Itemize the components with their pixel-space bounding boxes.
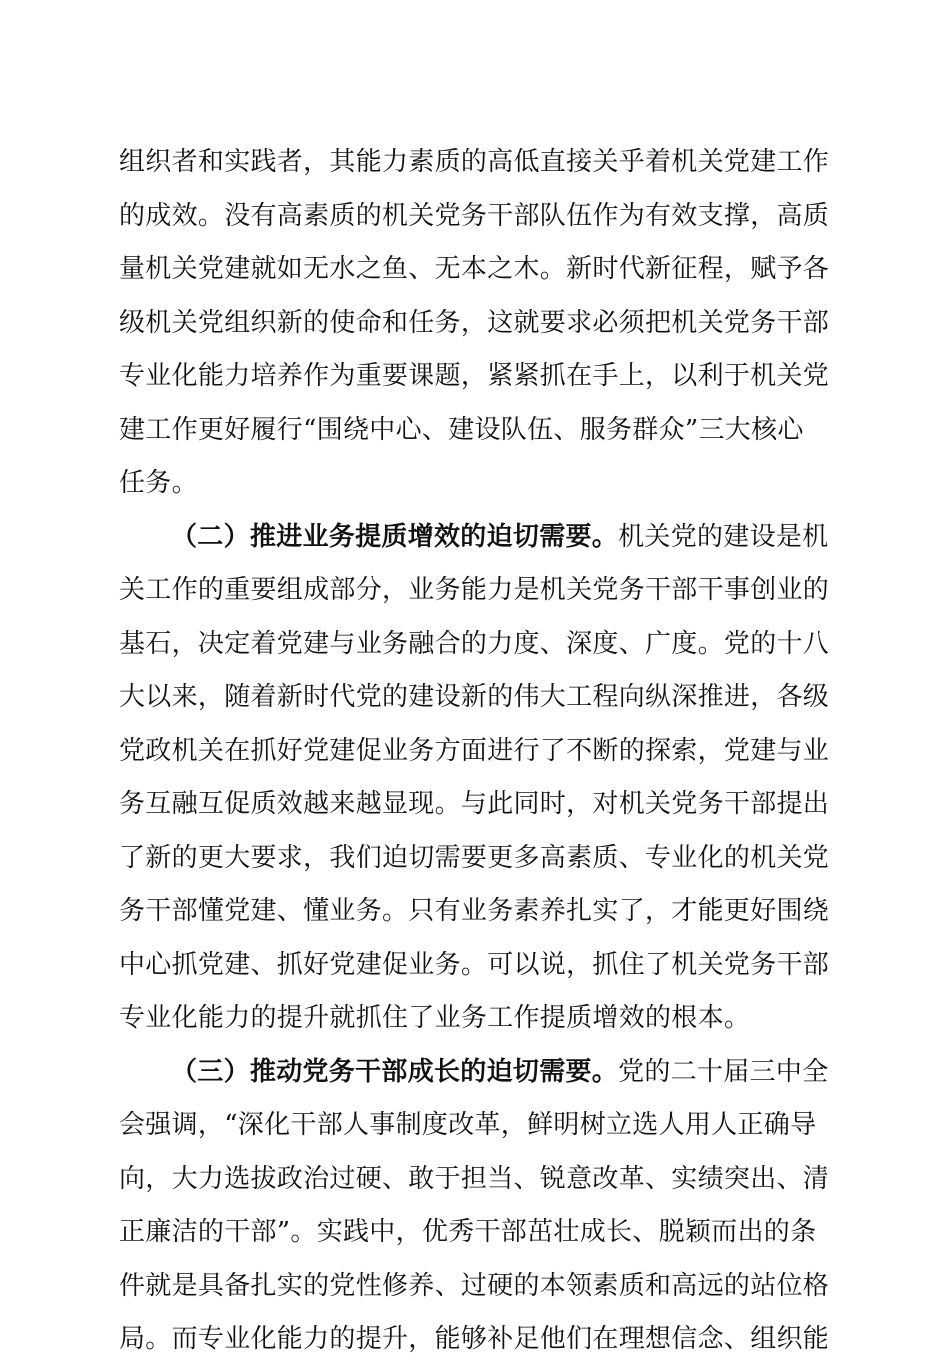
paragraph-line: 务干部懂党建、懂业务。只有业务素养扎实了，才能更好围绕 bbox=[119, 896, 830, 926]
paragraph-line: 正廉洁的干部”。实践中，优秀干部茁壮成长、脱颖而出的条 bbox=[119, 1217, 817, 1247]
paragraph-line: 向，大力选拔政治过硬、敢于担当、锐意改革、实绩突出、清 bbox=[119, 1163, 830, 1194]
paragraph-first-line bbox=[119, 511, 831, 565]
paragraph-line: 专业化能力的提升就抓住了业务工作提质增效的根本。 bbox=[119, 1003, 751, 1033]
paragraph-first-line bbox=[119, 1046, 831, 1100]
paragraph-line: 务互融互促质效越来越显现。与此同时，对机关党务干部提出 bbox=[119, 789, 830, 819]
paragraph-line: 件就是具备扎实的党性修养、过硬的本领素质和高远的站位格 bbox=[119, 1270, 830, 1301]
paragraph-first-line-text: 机关党的建设是机 bbox=[618, 521, 829, 552]
paragraph-line: 的成效。没有高素质的机关党务干部队伍作为有效支撑，高质 bbox=[119, 200, 830, 231]
paragraph-line: 大以来，随着新时代党的建设新的伟大工程向纵深推进，各级 bbox=[119, 682, 830, 712]
paragraph-2 bbox=[119, 511, 831, 1046]
paragraph-first-line-text: 党的二十届三中全 bbox=[618, 1056, 829, 1087]
paragraph-line: 量机关党建就如无水之鱼、无本之木。新时代新征程，赋予各 bbox=[119, 254, 830, 284]
paragraph-line: 专业化能力培养作为重要课题，紧紧抓在手上，以利于机关党 bbox=[119, 361, 830, 391]
paragraph-line: 任务。 bbox=[119, 468, 198, 498]
paragraph-line: 中心抓党建、抓好党建促业务。可以说，抓住了机关党务干部 bbox=[119, 949, 830, 980]
paragraph-line: 级机关党组织新的使命和任务，这就要求必须把机关党务干部 bbox=[119, 307, 830, 338]
document-body bbox=[119, 136, 831, 1367]
paragraph-line: 关工作的重要组成部分，业务能力是机关党务干部干事创业的 bbox=[119, 575, 830, 605]
paragraph-3 bbox=[119, 1046, 831, 1367]
paragraph-line: 基石，决定着党建与业务融合的力度、深度、广度。党的十八 bbox=[119, 628, 830, 659]
paragraph-line: 建工作更好履行“围绕中心、建设队伍、服务群众”三大核心 bbox=[119, 414, 804, 445]
paragraph-line: 党政机关在抓好党建促业务方面进行了不断的探索，党建与业 bbox=[119, 735, 830, 766]
section-heading-3: （三）推动党务干部成长的迫切需要。 bbox=[171, 1056, 619, 1087]
paragraph-1 bbox=[119, 136, 831, 511]
section-heading-2: （二）推进业务提质增效的迫切需要。 bbox=[171, 521, 619, 552]
paragraph-line: 局。而专业化能力的提升，能够补足他们在理想信念、组织能 bbox=[119, 1324, 830, 1354]
paragraph-line: 会强调，“深化干部人事制度改革，鲜明树立选人用人正确导 bbox=[119, 1110, 817, 1140]
paragraph-line: 组织者和实践者，其能力素质的高低直接关乎着机关党建工作 bbox=[119, 147, 830, 177]
paragraph-line: 了新的更大要求，我们迫切需要更多高素质、专业化的机关党 bbox=[119, 842, 830, 873]
